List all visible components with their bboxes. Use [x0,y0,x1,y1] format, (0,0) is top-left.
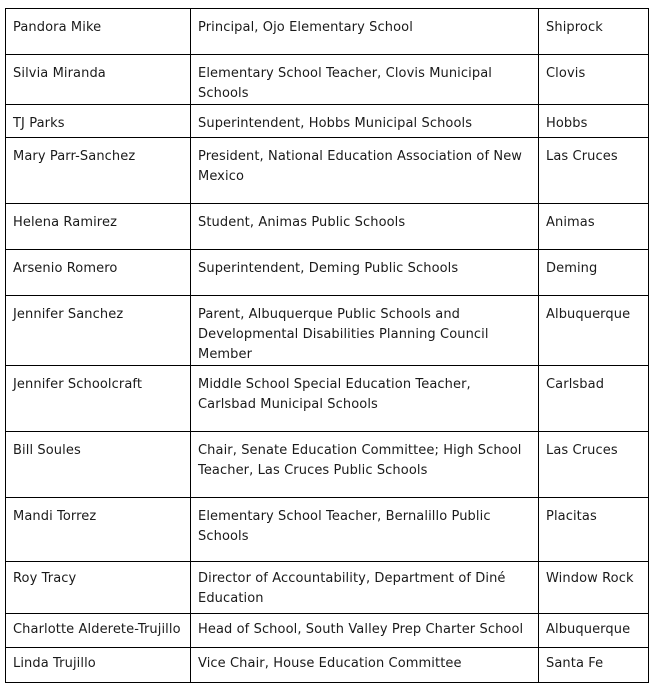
member-name: Linda Trujillo [6,648,191,683]
member-name: Mandi Torrez [6,498,191,562]
table-row [6,432,649,498]
member-name: Mary Parr-Sanchez [6,138,191,204]
member-role: Middle School Special Education Teacher, Carlsbad Municipal Schools [191,366,539,432]
member-name: Roy Tracy [6,562,191,614]
table-row [6,498,649,562]
member-role: Parent, Albuquerque Public Schools and Developmental Disabilities Planning Council Member [191,296,539,366]
member-city: Albuquerque [539,614,649,648]
table-row [6,138,649,204]
member-city: Deming [539,250,649,296]
member-role: Head of School, South Valley Prep Charter School [191,614,539,648]
table-row [6,250,649,296]
member-role: Superintendent, Deming Public Schools [191,250,539,296]
member-city: Albuquerque [539,296,649,366]
member-city: Window Rock [539,562,649,614]
table-row [6,9,649,55]
member-role: Superintendent, Hobbs Municipal Schools [191,105,539,138]
member-name: TJ Parks [6,105,191,138]
member-table [5,8,649,683]
member-city: Placitas [539,498,649,562]
member-role: President, National Education Association of New Mexico [191,138,539,204]
member-name: Jennifer Sanchez [6,296,191,366]
table-row [6,55,649,105]
member-role: Elementary School Teacher, Bernalillo Public Schools [191,498,539,562]
member-name: Bill Soules [6,432,191,498]
member-name: Arsenio Romero [6,250,191,296]
table-row [6,614,649,648]
member-name: Helena Ramirez [6,204,191,250]
table-row [6,648,649,683]
member-city: Hobbs [539,105,649,138]
member-city: Santa Fe [539,648,649,683]
member-city: Clovis [539,55,649,105]
table-row [6,204,649,250]
member-name: Charlotte Alderete-Trujillo [6,614,191,648]
member-name: Silvia Miranda [6,55,191,105]
member-name: Jennifer Schoolcraft [6,366,191,432]
member-city: Animas [539,204,649,250]
member-role: Principal, Ojo Elementary School [191,9,539,55]
member-role: Chair, Senate Education Committee; High School Teacher, Las Cruces Public Schools [191,432,539,498]
table-row [6,562,649,614]
table-row [6,296,649,366]
table-row [6,105,649,138]
member-city: Las Cruces [539,432,649,498]
member-role: Vice Chair, House Education Committee [191,648,539,683]
member-role: Elementary School Teacher, Clovis Municipal Schools [191,55,539,105]
member-role: Student, Animas Public Schools [191,204,539,250]
member-role: Director of Accountability, Department of Diné Education [191,562,539,614]
member-city: Carlsbad [539,366,649,432]
member-city: Shiprock [539,9,649,55]
member-city: Las Cruces [539,138,649,204]
member-name: Pandora Mike [6,9,191,55]
table-row [6,366,649,432]
